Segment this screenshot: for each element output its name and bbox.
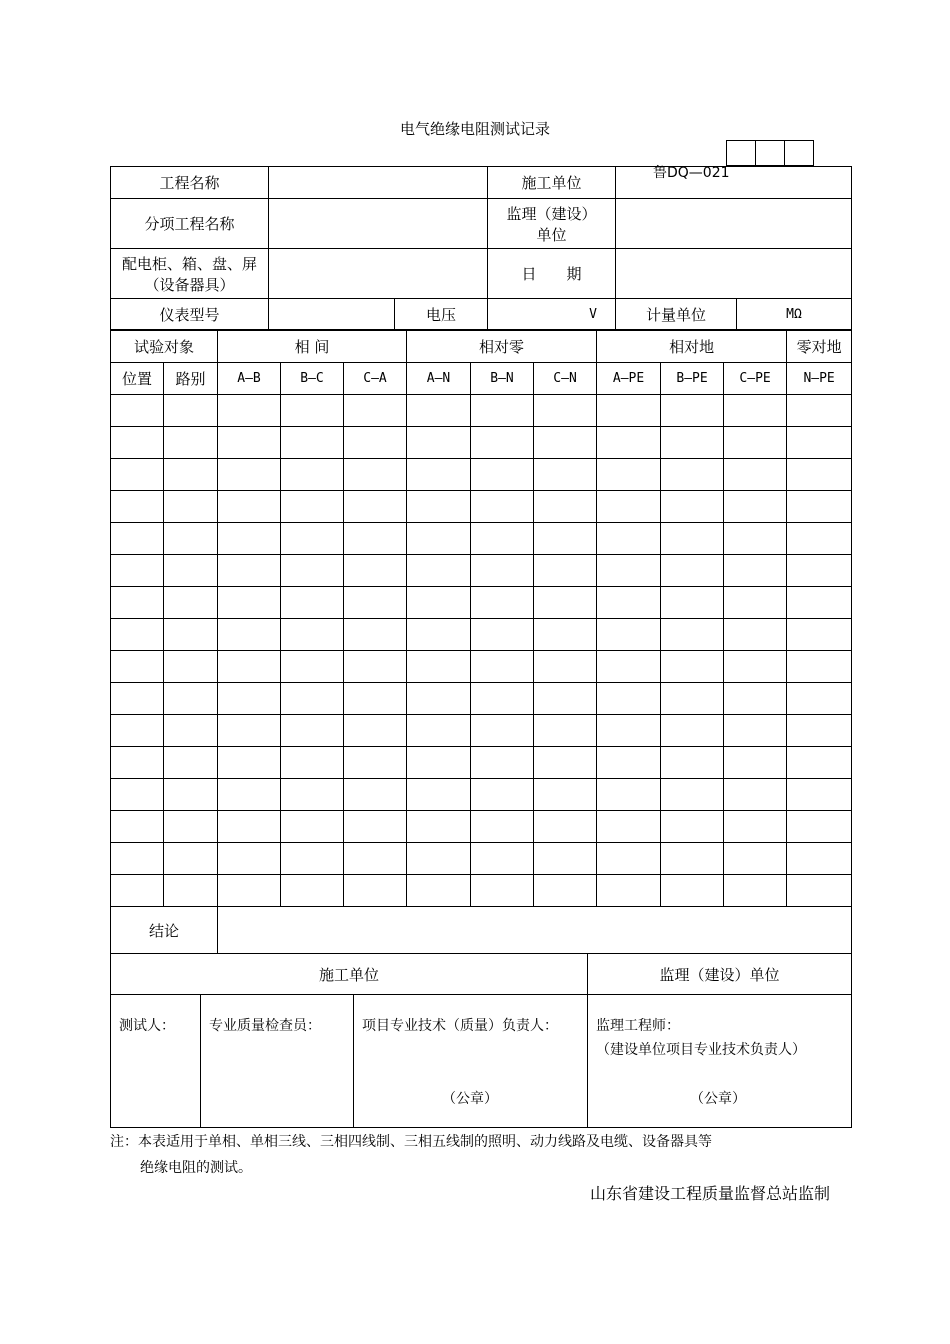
data-cell[interactable] xyxy=(344,651,407,683)
data-cell[interactable] xyxy=(534,459,597,491)
data-cell[interactable] xyxy=(344,459,407,491)
data-cell[interactable] xyxy=(164,811,218,843)
data-cell[interactable] xyxy=(281,587,344,619)
data-cell[interactable] xyxy=(724,395,787,427)
data-cell[interactable] xyxy=(111,619,164,651)
data-cell[interactable] xyxy=(471,555,534,587)
note-line-2: 绝缘电阻的测试。 xyxy=(140,1160,252,1176)
data-cell[interactable] xyxy=(164,587,218,619)
data-cell[interactable] xyxy=(281,395,344,427)
data-cell[interactable] xyxy=(111,747,164,779)
data-cell[interactable] xyxy=(407,715,471,747)
data-cell[interactable] xyxy=(344,395,407,427)
col-a-n: A—N xyxy=(407,363,471,395)
data-cell[interactable] xyxy=(281,715,344,747)
data-cell[interactable] xyxy=(724,491,787,523)
data-cell[interactable] xyxy=(344,779,407,811)
construction-unit-field[interactable] xyxy=(616,167,852,199)
supervising-engineer-signature-cell[interactable] xyxy=(588,995,852,1128)
data-cell[interactable] xyxy=(344,811,407,843)
data-cell[interactable] xyxy=(787,427,852,459)
data-cell[interactable] xyxy=(344,875,407,907)
conclusion-label: 结论 xyxy=(111,907,218,954)
supervision-unit-field[interactable] xyxy=(616,199,852,249)
data-cell[interactable] xyxy=(597,875,661,907)
test-object-label: 试验对象 xyxy=(111,331,218,363)
table-row xyxy=(111,715,852,747)
data-cell[interactable] xyxy=(344,427,407,459)
data-cell[interactable] xyxy=(787,715,852,747)
data-cell[interactable] xyxy=(407,619,471,651)
data-cell[interactable] xyxy=(471,651,534,683)
data-cell[interactable] xyxy=(787,587,852,619)
data-cell[interactable] xyxy=(724,555,787,587)
data-cell[interactable] xyxy=(661,715,724,747)
data-cell[interactable] xyxy=(597,427,661,459)
seal-right-label: （公章） xyxy=(690,1091,747,1107)
tester-signature-cell[interactable] xyxy=(111,995,201,1128)
data-cell[interactable] xyxy=(724,619,787,651)
data-cell[interactable] xyxy=(218,619,281,651)
group-zero-ground-label: 零对地 xyxy=(787,331,852,363)
data-cell[interactable] xyxy=(534,811,597,843)
data-cell[interactable] xyxy=(597,491,661,523)
col-position: 位置 xyxy=(111,363,164,395)
data-cell[interactable] xyxy=(787,875,852,907)
data-cell[interactable] xyxy=(281,523,344,555)
data-cell[interactable] xyxy=(164,395,218,427)
column-header-row xyxy=(111,363,852,395)
data-cell[interactable] xyxy=(597,811,661,843)
group-neutral-label: 相对零 xyxy=(407,331,597,363)
project-tech-lead-label: 项目专业技术（质量）负责人： xyxy=(362,1018,558,1034)
data-cell[interactable] xyxy=(597,747,661,779)
data-cell[interactable] xyxy=(787,843,852,875)
data-cell[interactable] xyxy=(407,875,471,907)
data-cell[interactable] xyxy=(534,875,597,907)
data-cell[interactable] xyxy=(597,587,661,619)
data-cell[interactable] xyxy=(597,683,661,715)
supervision-unit-label xyxy=(488,199,616,249)
data-cell[interactable] xyxy=(164,427,218,459)
note-line-1: 注：本表适用于单相、单相三线、三相四线制、三相五线制的照明、动力线路及电缆、设备器具等 xyxy=(110,1134,712,1150)
data-cell[interactable] xyxy=(534,427,597,459)
data-cell[interactable] xyxy=(661,427,724,459)
data-cell[interactable] xyxy=(344,523,407,555)
data-cell[interactable] xyxy=(218,811,281,843)
date-field[interactable] xyxy=(616,249,852,299)
data-cell[interactable] xyxy=(724,875,787,907)
data-cell[interactable] xyxy=(111,811,164,843)
owner-tech-lead-label: （建设单位项目专业技术负责人） xyxy=(596,1042,807,1058)
data-cell[interactable] xyxy=(344,491,407,523)
data-cell[interactable] xyxy=(534,587,597,619)
data-cell[interactable] xyxy=(661,747,724,779)
data-cell[interactable] xyxy=(111,587,164,619)
data-cell[interactable] xyxy=(281,779,344,811)
data-cell[interactable] xyxy=(164,715,218,747)
data-cell[interactable] xyxy=(218,427,281,459)
data-cell[interactable] xyxy=(787,491,852,523)
col-n-pe: N—PE xyxy=(787,363,852,395)
subitem-name-label: 分项工程名称 xyxy=(111,199,269,249)
data-cell[interactable] xyxy=(111,395,164,427)
data-cell[interactable] xyxy=(111,491,164,523)
sig-construction-unit-header: 施工单位 xyxy=(111,954,588,995)
data-cell[interactable] xyxy=(111,779,164,811)
data-cell[interactable] xyxy=(218,715,281,747)
data-cell[interactable] xyxy=(724,587,787,619)
data-cell[interactable] xyxy=(164,459,218,491)
data-cell[interactable] xyxy=(724,523,787,555)
table-row xyxy=(111,683,852,715)
data-cell[interactable] xyxy=(111,715,164,747)
data-cell[interactable] xyxy=(111,555,164,587)
data-cell[interactable] xyxy=(164,555,218,587)
table-row xyxy=(111,587,852,619)
col-b-n: B—N xyxy=(471,363,534,395)
data-cell[interactable] xyxy=(111,843,164,875)
issuer-footer: 山东省建设工程质量监督总站监制 xyxy=(590,1184,831,1203)
data-cell[interactable] xyxy=(344,747,407,779)
col-b-pe: B—PE xyxy=(661,363,724,395)
data-cell[interactable] xyxy=(407,683,471,715)
signature-table xyxy=(110,953,852,1128)
data-cell[interactable] xyxy=(534,715,597,747)
data-cell[interactable] xyxy=(344,683,407,715)
sig-supervision-unit-header: 监理（建设）单位 xyxy=(588,954,852,995)
data-cell[interactable] xyxy=(218,395,281,427)
col-c-n: C—N xyxy=(534,363,597,395)
table-row xyxy=(111,491,852,523)
data-cell[interactable] xyxy=(787,459,852,491)
voltage-unit: V xyxy=(589,306,597,322)
quality-inspector-label: 专业质量检查员： xyxy=(209,1018,321,1034)
data-cell[interactable] xyxy=(281,459,344,491)
data-cell[interactable] xyxy=(661,587,724,619)
data-cell[interactable] xyxy=(724,715,787,747)
data-cell[interactable] xyxy=(218,587,281,619)
measure-unit-label: 计量单位 xyxy=(616,299,737,330)
data-cell[interactable] xyxy=(407,843,471,875)
data-cell[interactable] xyxy=(218,779,281,811)
data-cell[interactable] xyxy=(724,683,787,715)
data-cell[interactable] xyxy=(724,651,787,683)
data-cell[interactable] xyxy=(407,555,471,587)
data-cell[interactable] xyxy=(218,875,281,907)
data-cell[interactable] xyxy=(597,619,661,651)
group-ground-label: 相对地 xyxy=(597,331,787,363)
data-cell[interactable] xyxy=(164,779,218,811)
table-row xyxy=(111,555,852,587)
data-cell[interactable] xyxy=(218,555,281,587)
data-cell[interactable] xyxy=(534,779,597,811)
data-cell[interactable] xyxy=(281,491,344,523)
code-box-2 xyxy=(755,140,785,166)
data-cell[interactable] xyxy=(344,715,407,747)
data-cell[interactable] xyxy=(164,875,218,907)
quality-inspector-signature-cell[interactable] xyxy=(201,995,354,1128)
data-cell[interactable] xyxy=(164,619,218,651)
data-cell[interactable] xyxy=(661,523,724,555)
data-cell[interactable] xyxy=(534,747,597,779)
group-phase-label: 相 间 xyxy=(218,331,407,363)
data-cell[interactable] xyxy=(471,523,534,555)
data-cell[interactable] xyxy=(787,779,852,811)
data-cell[interactable] xyxy=(111,523,164,555)
data-cell[interactable] xyxy=(787,683,852,715)
data-cell[interactable] xyxy=(281,683,344,715)
data-cell[interactable] xyxy=(597,555,661,587)
data-cell[interactable] xyxy=(407,779,471,811)
test-table xyxy=(110,330,852,954)
supervision-unit-label-1: 监理（建设） xyxy=(506,204,597,223)
data-cell[interactable] xyxy=(344,619,407,651)
table-row xyxy=(111,843,852,875)
data-cell[interactable] xyxy=(471,875,534,907)
data-cell[interactable] xyxy=(661,811,724,843)
table-row xyxy=(111,619,852,651)
col-c-a: C—A xyxy=(344,363,407,395)
data-cell[interactable] xyxy=(597,715,661,747)
data-cell[interactable] xyxy=(661,395,724,427)
data-cell[interactable] xyxy=(661,875,724,907)
data-cell[interactable] xyxy=(164,683,218,715)
code-box-3 xyxy=(784,140,814,166)
data-cell[interactable] xyxy=(724,779,787,811)
data-cell[interactable] xyxy=(407,395,471,427)
table-row xyxy=(111,395,852,427)
data-cell[interactable] xyxy=(471,395,534,427)
project-tech-lead-signature-cell[interactable] xyxy=(354,995,588,1128)
data-cell[interactable] xyxy=(661,491,724,523)
data-rows xyxy=(111,395,852,907)
data-cell[interactable] xyxy=(724,427,787,459)
table-row xyxy=(111,427,852,459)
data-cell[interactable] xyxy=(661,651,724,683)
data-cell[interactable] xyxy=(787,651,852,683)
equipment-label xyxy=(111,249,269,299)
data-cell[interactable] xyxy=(597,523,661,555)
data-cell[interactable] xyxy=(597,843,661,875)
instrument-label: 仪表型号 xyxy=(111,299,269,330)
data-cell[interactable] xyxy=(164,843,218,875)
voltage-field[interactable] xyxy=(488,299,616,330)
voltage-label: 电压 xyxy=(395,299,488,330)
data-cell[interactable] xyxy=(218,459,281,491)
data-cell[interactable] xyxy=(281,427,344,459)
data-cell[interactable] xyxy=(787,747,852,779)
data-cell[interactable] xyxy=(661,459,724,491)
data-cell[interactable] xyxy=(111,427,164,459)
conclusion-field[interactable] xyxy=(218,907,852,954)
data-cell[interactable] xyxy=(787,811,852,843)
data-cell[interactable] xyxy=(218,683,281,715)
instrument-field[interactable] xyxy=(269,299,395,330)
construction-unit-label: 施工单位 xyxy=(488,167,616,199)
data-cell[interactable] xyxy=(787,395,852,427)
data-cell[interactable] xyxy=(471,843,534,875)
data-cell[interactable] xyxy=(534,619,597,651)
data-cell[interactable] xyxy=(661,779,724,811)
data-cell[interactable] xyxy=(344,843,407,875)
date-label: 日 期 xyxy=(488,249,616,299)
project-name-field[interactable] xyxy=(269,167,488,199)
data-cell[interactable] xyxy=(281,747,344,779)
data-cell[interactable] xyxy=(344,555,407,587)
data-cell[interactable] xyxy=(281,651,344,683)
data-cell[interactable] xyxy=(218,491,281,523)
data-cell[interactable] xyxy=(534,555,597,587)
data-cell[interactable] xyxy=(407,427,471,459)
data-cell[interactable] xyxy=(407,747,471,779)
table-row xyxy=(111,523,852,555)
code-box-1 xyxy=(726,140,756,166)
data-cell[interactable] xyxy=(724,843,787,875)
data-cell[interactable] xyxy=(597,395,661,427)
data-cell[interactable] xyxy=(661,555,724,587)
col-a-pe: A—PE xyxy=(597,363,661,395)
data-cell[interactable] xyxy=(407,811,471,843)
data-cell[interactable] xyxy=(164,747,218,779)
data-cell[interactable] xyxy=(597,459,661,491)
data-cell[interactable] xyxy=(471,587,534,619)
data-cell[interactable] xyxy=(281,555,344,587)
data-cell[interactable] xyxy=(281,875,344,907)
data-cell[interactable] xyxy=(534,523,597,555)
form-code: 鲁DQ—021 xyxy=(653,165,730,181)
data-cell[interactable] xyxy=(281,811,344,843)
data-cell[interactable] xyxy=(471,747,534,779)
col-b-c: B—C xyxy=(281,363,344,395)
data-cell[interactable] xyxy=(661,619,724,651)
data-cell[interactable] xyxy=(407,523,471,555)
data-cell[interactable] xyxy=(724,459,787,491)
supervising-engineer-label: 监理工程师： xyxy=(596,1018,681,1034)
data-cell[interactable] xyxy=(218,843,281,875)
data-cell[interactable] xyxy=(281,843,344,875)
data-cell[interactable] xyxy=(407,459,471,491)
data-cell[interactable] xyxy=(787,619,852,651)
seal-left-label: （公章） xyxy=(442,1091,498,1107)
data-cell[interactable] xyxy=(471,779,534,811)
data-cell[interactable] xyxy=(164,491,218,523)
data-cell[interactable] xyxy=(787,523,852,555)
tester-label: 测试人： xyxy=(119,1018,175,1034)
data-cell[interactable] xyxy=(534,651,597,683)
data-cell[interactable] xyxy=(218,523,281,555)
data-cell[interactable] xyxy=(111,875,164,907)
measure-unit-value: MΩ xyxy=(737,299,852,330)
table-row xyxy=(111,875,852,907)
data-cell[interactable] xyxy=(407,651,471,683)
subitem-name-field[interactable] xyxy=(269,199,488,249)
data-cell[interactable] xyxy=(281,619,344,651)
data-cell[interactable] xyxy=(111,683,164,715)
equipment-field[interactable] xyxy=(269,249,488,299)
data-cell[interactable] xyxy=(471,683,534,715)
table-row xyxy=(111,651,852,683)
data-cell[interactable] xyxy=(724,747,787,779)
data-cell[interactable] xyxy=(164,523,218,555)
supervision-unit-label-2: 单位 xyxy=(536,225,567,244)
data-cell[interactable] xyxy=(471,491,534,523)
table-row xyxy=(111,779,852,811)
data-cell[interactable] xyxy=(534,843,597,875)
data-cell[interactable] xyxy=(218,747,281,779)
table-row xyxy=(111,811,852,843)
data-cell[interactable] xyxy=(218,651,281,683)
data-cell[interactable] xyxy=(471,459,534,491)
data-cell[interactable] xyxy=(407,491,471,523)
project-name-label: 工程名称 xyxy=(111,167,269,199)
data-cell[interactable] xyxy=(724,811,787,843)
data-cell[interactable] xyxy=(471,715,534,747)
data-cell[interactable] xyxy=(597,651,661,683)
data-cell[interactable] xyxy=(787,555,852,587)
equipment-label-1: 配电柜、箱、盘、屏 xyxy=(121,254,257,273)
col-circuit: 路别 xyxy=(164,363,218,395)
data-cell[interactable] xyxy=(471,811,534,843)
col-a-b: A—B xyxy=(218,363,281,395)
data-cell[interactable] xyxy=(471,427,534,459)
data-cell[interactable] xyxy=(661,683,724,715)
form-title: 电气绝缘电阻测试记录 xyxy=(399,120,550,138)
data-cell[interactable] xyxy=(164,651,218,683)
table-row xyxy=(111,747,852,779)
table-row xyxy=(111,459,852,491)
col-c-pe: C—PE xyxy=(724,363,787,395)
data-cell[interactable] xyxy=(534,683,597,715)
header-table xyxy=(110,166,852,330)
data-cell[interactable] xyxy=(471,619,534,651)
data-cell[interactable] xyxy=(534,491,597,523)
data-cell[interactable] xyxy=(661,843,724,875)
data-cell[interactable] xyxy=(597,779,661,811)
data-cell[interactable] xyxy=(111,651,164,683)
data-cell[interactable] xyxy=(407,587,471,619)
equipment-label-2: （设备器具） xyxy=(144,275,235,294)
data-cell[interactable] xyxy=(111,459,164,491)
data-cell[interactable] xyxy=(344,587,407,619)
data-cell[interactable] xyxy=(534,395,597,427)
